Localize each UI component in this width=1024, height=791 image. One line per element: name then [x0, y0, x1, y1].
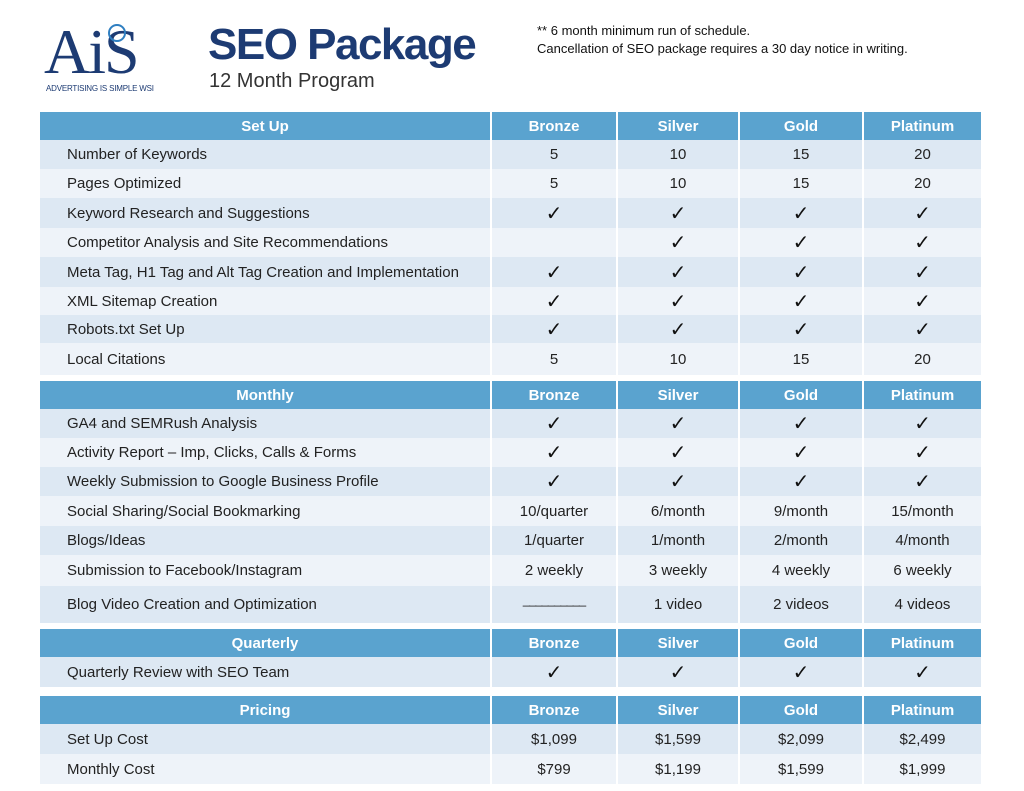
tier-value-silver: [618, 287, 740, 315]
checkmark-icon: ✓: [545, 290, 563, 313]
feature-label: Quarterly Review with SEO Team: [40, 657, 492, 687]
page-subtitle: 12 Month Program: [209, 70, 375, 92]
tier-value-bronze: [492, 657, 618, 687]
checkmark-icon: ✓: [792, 232, 810, 254]
feature-label: Pages Optimized: [40, 169, 492, 198]
tier-value-silver: [618, 409, 740, 438]
section-quarterly: [40, 629, 981, 687]
cell-text: 10: [669, 146, 687, 163]
tier-value-platinum: [864, 754, 981, 784]
cell-text: 20: [914, 350, 931, 368]
table-row: [40, 409, 981, 438]
cell-text: 2 weekly: [524, 562, 584, 579]
feature-label: Blogs/Ideas: [40, 526, 492, 555]
section-header-quarterly: [40, 629, 981, 657]
tier-value-gold: [740, 467, 864, 496]
tier-value-bronze: [492, 467, 618, 496]
tier-value-gold: [740, 228, 864, 257]
tier-value-platinum: [864, 409, 981, 438]
tier-value-platinum: [864, 257, 981, 287]
tier-value-platinum: [864, 287, 981, 315]
logo-tagline: ADVERTISING IS SIMPLE WSI: [46, 84, 154, 93]
section-header-setup: [40, 112, 981, 140]
tier-value-gold: [740, 438, 864, 467]
note-minimum-run: ** 6 month minimum run of schedule.: [537, 23, 751, 38]
checkmark-icon: ✓: [545, 261, 563, 284]
checkmark-icon: ✓: [792, 202, 810, 225]
tier-value-platinum: [864, 724, 981, 754]
tier-header-silver: Silver: [618, 112, 740, 140]
tier-value-gold: [740, 315, 864, 343]
tier-value-silver: [618, 140, 740, 169]
cell-text: $1,099: [531, 730, 577, 748]
tier-value-silver: [618, 496, 740, 526]
tier-header-bronze: Bronze: [492, 629, 618, 657]
cell-text: $2,499: [899, 730, 946, 748]
feature-label: XML Sitemap Creation: [40, 287, 492, 315]
cell-text: 2 videos: [773, 596, 829, 613]
checkmark-icon: ✓: [545, 318, 563, 341]
table-row: [40, 169, 981, 198]
table-row: [40, 724, 981, 754]
feature-label: Submission to Facebook/Instagram: [40, 555, 492, 586]
tier-value-gold: [740, 169, 864, 198]
tier-header-platinum: Platinum: [864, 381, 981, 409]
checkmark-icon: ✓: [792, 471, 810, 493]
cell-text: 4 weekly: [771, 562, 831, 579]
feature-label: Blog Video Creation and Optimization: [40, 586, 492, 623]
cell-text: $1,599: [778, 760, 824, 778]
checkmark-icon: ✓: [914, 261, 931, 284]
feature-label: Competitor Analysis and Site Recommendations: [40, 228, 492, 257]
tier-value-bronze: [492, 409, 618, 438]
cell-text: $799: [537, 760, 571, 778]
tier-value-gold: [740, 343, 864, 375]
tier-value-silver: [618, 169, 740, 198]
cell-text: 3 weekly: [648, 562, 708, 579]
cell-text: 15/month: [891, 502, 954, 520]
table-row: [40, 438, 981, 467]
cell-text: 10: [669, 350, 687, 368]
tier-value-platinum: [864, 315, 981, 343]
section-spacer: [40, 687, 981, 696]
tier-value-platinum: [864, 496, 981, 526]
cell-text: 20: [914, 146, 931, 163]
cell-text: 15: [792, 350, 810, 368]
table-row: [40, 586, 981, 623]
tier-value-platinum: [864, 140, 981, 169]
tier-value-bronze: [492, 257, 618, 287]
feature-label: Monthly Cost: [40, 754, 492, 784]
feature-label: Robots.txt Set Up: [40, 315, 492, 343]
table-row: [40, 228, 981, 257]
checkmark-icon: ✓: [669, 232, 687, 254]
table-row: [40, 140, 981, 169]
tier-value-platinum: [864, 586, 981, 623]
feature-label: Set Up Cost: [40, 724, 492, 754]
cell-text: 1 video: [653, 596, 703, 613]
cell-text: 6/month: [650, 502, 706, 520]
checkmark-icon: ✓: [669, 261, 687, 284]
checkmark-icon: ✓: [914, 413, 931, 435]
tier-value-gold: [740, 526, 864, 555]
tier-value-bronze: [492, 287, 618, 315]
tier-value-platinum: [864, 467, 981, 496]
tier-value-bronze: [492, 754, 618, 784]
tier-value-silver: [618, 724, 740, 754]
cell-text: $1,999: [899, 760, 946, 778]
tier-value-gold: [740, 140, 864, 169]
tier-header-silver: Silver: [618, 629, 740, 657]
feature-label: Number of Keywords: [40, 140, 492, 169]
checkmark-icon: ✓: [914, 661, 931, 684]
cell-text: 6 weekly: [893, 562, 952, 579]
cell-text: $1,199: [655, 760, 701, 778]
tier-value-silver: [618, 343, 740, 375]
globe-icon: [108, 24, 126, 42]
terms-notes: [537, 22, 908, 58]
table-row: [40, 496, 981, 526]
table-row: [40, 198, 981, 228]
tier-value-platinum: [864, 657, 981, 687]
section-header-monthly: [40, 381, 981, 409]
cell-text: 10/quarter: [519, 502, 589, 520]
checkmark-icon: ✓: [669, 442, 687, 464]
tier-value-bronze: [492, 315, 618, 343]
cell-text: 4/month: [895, 532, 950, 549]
checkmark-icon: ✓: [914, 202, 931, 225]
checkmark-icon: ✓: [792, 413, 810, 435]
brand-logo: [44, 16, 184, 98]
tier-value-gold: [740, 586, 864, 623]
tier-value-gold: [740, 496, 864, 526]
tier-value-silver: [618, 315, 740, 343]
tier-value-bronze: [492, 526, 618, 555]
feature-label: Local Citations: [40, 343, 492, 375]
cell-text: 5: [549, 175, 559, 192]
cell-text: 9/month: [773, 502, 829, 520]
tier-value-bronze: [492, 555, 618, 586]
cell-text: 10: [669, 175, 687, 192]
checkmark-icon: ✓: [669, 661, 687, 684]
tier-value-platinum: [864, 555, 981, 586]
checkmark-icon: ✓: [914, 290, 931, 313]
tier-value-gold: [740, 409, 864, 438]
seo-package-table: [40, 112, 981, 784]
checkmark-icon: ✓: [792, 661, 810, 684]
tier-value-bronze: [492, 343, 618, 375]
checkmark-icon: ✓: [545, 202, 563, 225]
cell-text: 5: [549, 350, 559, 368]
tier-value-gold: [740, 198, 864, 228]
tier-header-bronze: Bronze: [492, 696, 618, 724]
tier-value-silver: [618, 555, 740, 586]
checkmark-icon: ✓: [792, 290, 810, 313]
tier-value-platinum: [864, 169, 981, 198]
section-pricing: [40, 696, 981, 784]
checkmark-icon: ✓: [792, 318, 810, 341]
tier-value-bronze: [492, 198, 618, 228]
tier-value-bronze: [492, 140, 618, 169]
section-monthly: [40, 381, 981, 623]
tier-header-gold: Gold: [740, 696, 864, 724]
tier-value-silver: [618, 438, 740, 467]
tier-header-gold: Gold: [740, 629, 864, 657]
checkmark-icon: ✓: [545, 471, 563, 493]
section-title: Pricing: [40, 696, 492, 724]
tier-value-platinum: [864, 343, 981, 375]
cell-text: 15: [792, 146, 810, 163]
tier-value-platinum: [864, 438, 981, 467]
logo-wordmark: AiS: [44, 16, 138, 87]
feature-label: Activity Report – Imp, Clicks, Calls & Forms: [40, 438, 492, 467]
tier-header-platinum: Platinum: [864, 629, 981, 657]
checkmark-icon: ✓: [669, 471, 687, 493]
cell-text: $1,599: [655, 730, 701, 748]
section-title: Monthly: [40, 381, 492, 409]
tier-value-silver: [618, 467, 740, 496]
checkmark-icon: ✓: [669, 318, 687, 341]
tier-value-bronze: [492, 586, 618, 623]
section-title: Set Up: [40, 112, 492, 140]
checkmark-icon: ✓: [792, 442, 810, 464]
tier-header-silver: Silver: [618, 696, 740, 724]
tier-value-silver: [618, 657, 740, 687]
table-row: [40, 315, 981, 343]
checkmark-icon: ✓: [669, 202, 687, 225]
cell-text: 4 videos: [894, 596, 951, 613]
table-row: [40, 467, 981, 496]
checkmark-icon: ✓: [545, 413, 563, 435]
tier-value-silver: [618, 586, 740, 623]
tier-value-platinum: [864, 228, 981, 257]
tier-value-bronze: [492, 228, 618, 257]
tier-value-silver: [618, 754, 740, 784]
checkmark-icon: ✓: [669, 413, 687, 435]
checkmark-icon: ✓: [792, 261, 810, 284]
tier-value-platinum: [864, 526, 981, 555]
cell-text: 2/month: [773, 532, 829, 549]
tier-value-bronze: [492, 169, 618, 198]
table-row: [40, 526, 981, 555]
tier-header-platinum: Platinum: [864, 112, 981, 140]
tier-header-gold: Gold: [740, 381, 864, 409]
feature-label: Social Sharing/Social Bookmarking: [40, 496, 492, 526]
tier-value-gold: [740, 754, 864, 784]
tier-value-platinum: [864, 198, 981, 228]
checkmark-icon: ✓: [545, 661, 563, 684]
section-header-pricing: [40, 696, 981, 724]
tier-value-gold: [740, 257, 864, 287]
checkmark-icon: ✓: [914, 232, 931, 254]
tier-value-silver: [618, 198, 740, 228]
feature-label: Weekly Submission to Google Business Profile: [40, 467, 492, 496]
tier-header-platinum: Platinum: [864, 696, 981, 724]
cell-text: 1/quarter: [523, 532, 585, 549]
tier-value-gold: [740, 724, 864, 754]
tier-value-gold: [740, 657, 864, 687]
checkmark-icon: ✓: [914, 442, 931, 464]
table-row: [40, 754, 981, 784]
tier-header-silver: Silver: [618, 381, 740, 409]
tier-value-gold: [740, 555, 864, 586]
tier-value-gold: [740, 287, 864, 315]
checkmark-icon: ✓: [914, 471, 931, 493]
tier-header-bronze: Bronze: [492, 381, 618, 409]
tier-value-bronze: [492, 496, 618, 526]
feature-label: GA4 and SEMRush Analysis: [40, 409, 492, 438]
tier-value-silver: [618, 526, 740, 555]
section-setup: [40, 112, 981, 375]
table-row: [40, 657, 981, 687]
table-row: [40, 287, 981, 315]
checkmark-icon: ✓: [914, 318, 931, 341]
tier-header-bronze: Bronze: [492, 112, 618, 140]
table-row: [40, 257, 981, 287]
section-title: Quarterly: [40, 629, 492, 657]
cell-text: 15: [792, 175, 810, 192]
tier-value-silver: [618, 257, 740, 287]
checkmark-icon: ✓: [669, 290, 687, 313]
tier-value-bronze: [492, 438, 618, 467]
note-cancellation: Cancellation of SEO package requires a 30 day notice in writing.: [537, 41, 908, 56]
feature-label: Keyword Research and Suggestions: [40, 198, 492, 228]
tier-header-gold: Gold: [740, 112, 864, 140]
tier-value-silver: [618, 228, 740, 257]
cell-text: __________: [522, 592, 586, 607]
cell-text: $2,099: [778, 730, 824, 748]
tier-value-bronze: [492, 724, 618, 754]
table-row: [40, 343, 981, 375]
page-title: SEO Package: [208, 20, 476, 69]
feature-label: Meta Tag, H1 Tag and Alt Tag Creation and Implementation: [40, 257, 492, 287]
checkmark-icon: ✓: [545, 442, 563, 464]
cell-text: 5: [549, 146, 559, 163]
cell-text: 1/month: [650, 532, 706, 549]
cell-text: 20: [914, 175, 931, 192]
table-row: [40, 555, 981, 586]
